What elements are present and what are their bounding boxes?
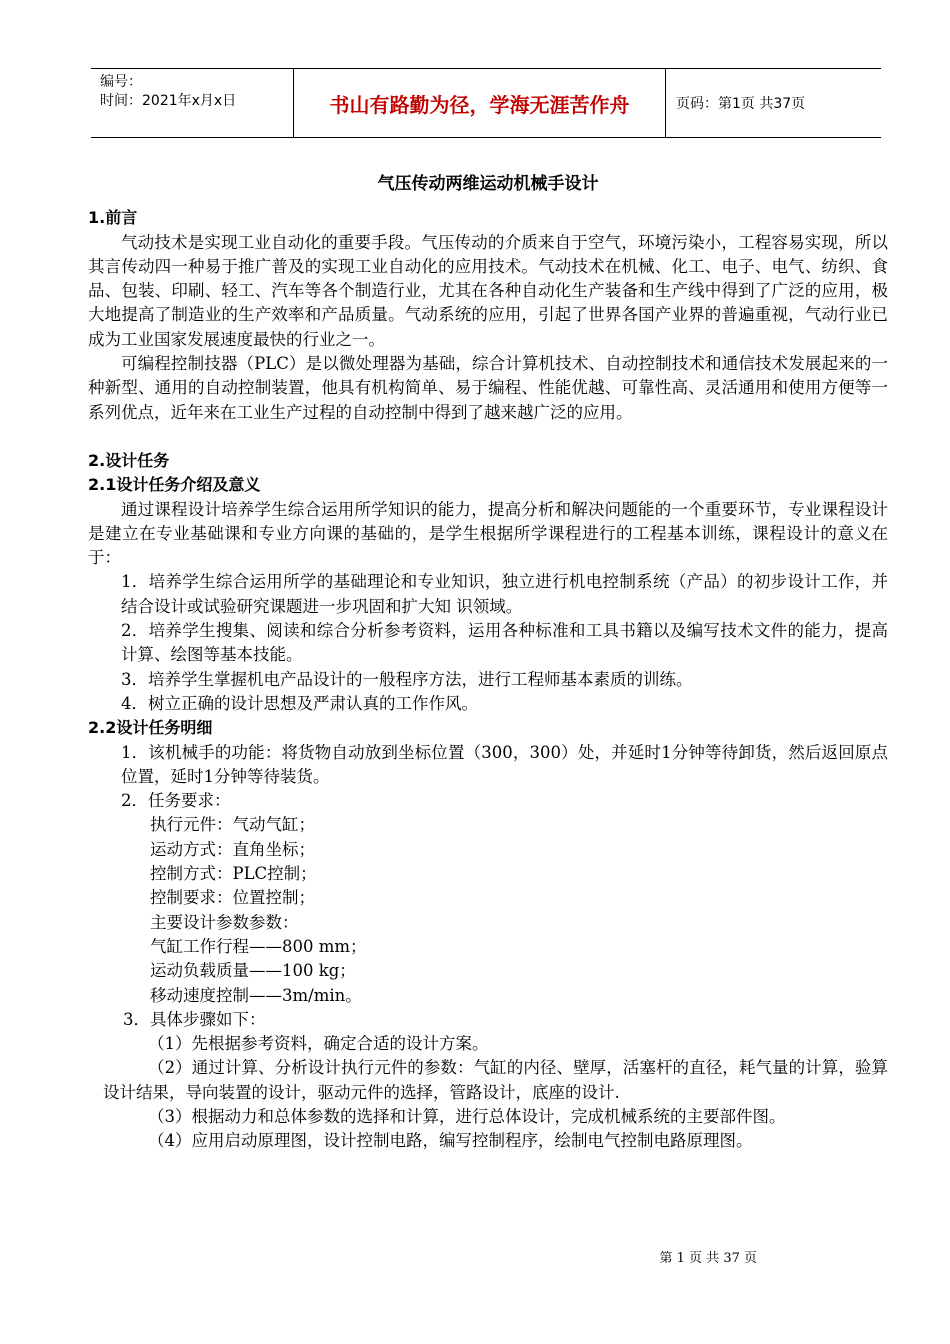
spacer bbox=[88, 425, 888, 449]
header-meta bbox=[91, 69, 293, 137]
requirement-item: 控制要求：位置控制； bbox=[150, 888, 315, 908]
requirement-item: 运动负载质量——100 kg； bbox=[150, 961, 356, 981]
section-heading: 1.前言 bbox=[88, 208, 138, 228]
requirement-item: 执行元件：气动气缸； bbox=[150, 815, 315, 835]
requirement-item: 控制方式：PLC控制； bbox=[150, 864, 317, 884]
subsection-heading: 2.2设计任务明细 bbox=[88, 718, 213, 738]
step-item: （1）先根据参考资料，确定合适的设计方案。 bbox=[148, 1034, 489, 1054]
page-header bbox=[91, 68, 881, 138]
page-footer: 第 1 页 共 37 页 bbox=[659, 1251, 757, 1266]
document-body bbox=[88, 168, 888, 1154]
list-item: 2．任务要求： bbox=[121, 791, 231, 811]
paragraph: 可编程控制技器（PLC）是以微处理器为基础，综合计算机技术、自动控制技术和通信技术发展起来的一种新型、通用的自动控制装置，他具有机构简单、易于编程、性能优越、可靠性高、灵活通用和使用方便等一系列优点，近年来在工业生产过程的自动控制中得到了越来越广泛的应用。 bbox=[88, 354, 888, 422]
requirement-item: 气缸工作行程——800 mm； bbox=[150, 936, 367, 956]
paragraph: 通过课程设计培养学生综合运用所学知识的能力，提高分析和解决问题能的一个重要环节，专业课程设计是建立在专业基础课和专业方向课的基础的，是学生根据所学课程进行的工程基本训练，课程设计的意义在于： bbox=[88, 499, 888, 568]
requirement-item: 运动方式：直角坐标； bbox=[150, 839, 315, 859]
list-item: 4．树立正确的设计思想及严肃认真的工作作风。 bbox=[121, 693, 478, 713]
header-date: 时间：2021年x月x日 bbox=[100, 93, 237, 109]
header-page-number: 页码：第1页 共37页 bbox=[676, 96, 806, 112]
list-item: 3．培养学生掌握机电产品设计的一般程序方法，进行工程师基本素质的训练。 bbox=[121, 669, 693, 689]
list-item: 1．培养学生综合运用所学的基础理论和专业知识，独立进行机电控制系统（产品）的初步设计工作，并结合设计或试验研究课题进一步巩固和扩大知 识领域。 bbox=[121, 572, 888, 616]
subsection-heading: 2.1设计任务介绍及意义 bbox=[88, 475, 261, 495]
requirement-item: 移动速度控制——3m/min。 bbox=[150, 985, 362, 1005]
list-item: 2．培养学生搜集、阅读和综合分析参考资料，运用各种标准和工具书籍以及编写技术文件的能力，提高计算、绘图等基本技能。 bbox=[121, 621, 888, 665]
requirement-item: 主要设计参数参数： bbox=[150, 912, 299, 932]
header-serial: 编号： bbox=[100, 74, 142, 90]
section-heading: 2.设计任务 bbox=[88, 450, 170, 470]
header-motto: 书山有路勤为径，学海无涯苦作舟 bbox=[293, 69, 666, 137]
paragraph: 气动技术是实现工业自动化的重要手段。气压传动的介质来自于空气，环境污染小，工程容易实现，所以其言传动四一种易于推广普及的实现工业自动化的应用技术。气动技术在机械、化工、电子、电气、纺织、食品、包装、印刷、轻工、汽车等各个制造行业，尤其在各种自动化生产装备和生产线中得到了广泛的应用，极大地提高了制造业的生产效率和产品质量。气动系统的应用，引起了世界各国产业界的普遍重视，气动行业已成为工业国家发展速度最快的行业之一。 bbox=[88, 232, 888, 349]
step-item: （2）通过计算、分析设计执行元件的参数：气缸的内径、壁厚，活塞杆的直径，耗气量的计算，验算设计结果，导向装置的设计，驱动元件的选择，管路设计，底座的设计. bbox=[103, 1058, 888, 1102]
list-item: 1．该机械手的功能：将货物自动放到坐标位置（300，300）处，并延时1分钟等待卸货，然后返回原点位置，延时1分钟等待装货。 bbox=[121, 742, 888, 786]
step-item: （4）应用启动原理图，设计控制电路，编写控制程序，绘制电气控制电路原理图。 bbox=[148, 1131, 753, 1151]
document-title: 气压传动两维运动机械手设计 bbox=[377, 174, 599, 194]
list-item: 3．具体步骤如下： bbox=[123, 1009, 266, 1029]
step-item: （3）根据动力和总体参数的选择和计算，进行总体设计，完成机械系统的主要部件图。 bbox=[148, 1106, 786, 1126]
